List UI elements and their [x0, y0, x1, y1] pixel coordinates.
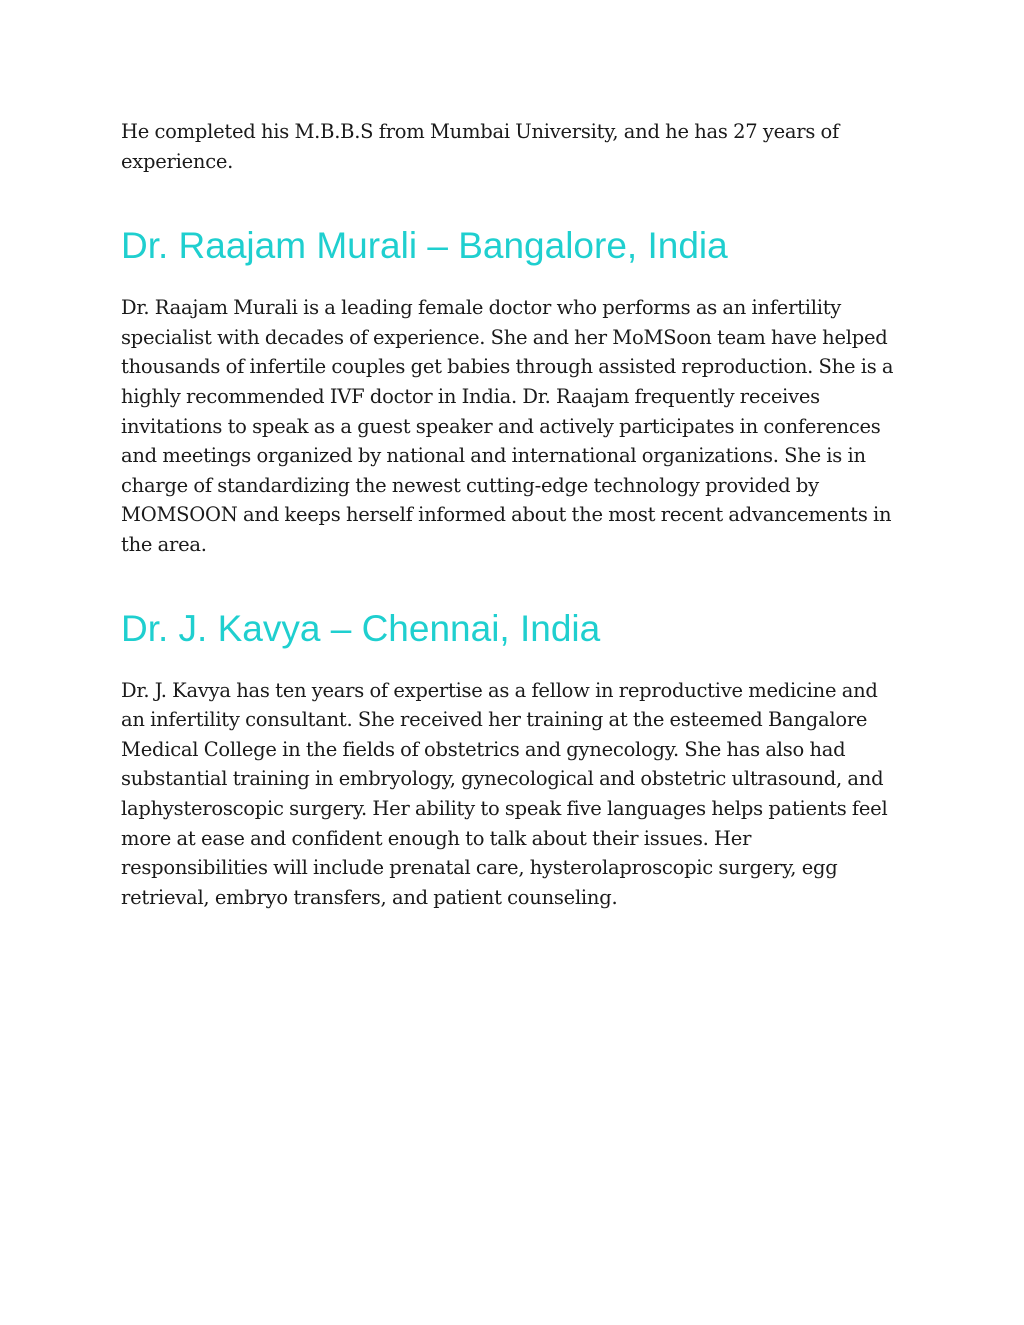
section-body-j-kavya: Dr. J. Kavya has ten years of expertise as a fellow in reproductive medicine and an infertility consultant. She received her training at the esteemed Bangalore Medical College in the fields of obstetrics and gynecology. She has also had substantial training in embryology, gynecological and obstetric ultrasound, and laphysteroscopic surgery. Her ability to speak five languages helps patients feel more at ease and confident enough to talk about their issues. Her responsibilities will include prenatal care, hysterolaproscopic surgery, egg retrieval, embryo transfers, and patient counseling.: [121, 678, 888, 909]
document-page: [121, 117, 901, 912]
section-body-raajam-murali: Dr. Raajam Murali is a leading female doctor who performs as an infertility specialist with decades of experience. She and her MoMSoon team have helped thousands of infertile couples get babies through assisted reproduction. She is a highly recommended IVF doctor in India. Dr. Raajam frequently receives invitations to speak as a guest speaker and actively participates in conferences and meetings organized by national and international organizations. She is in charge of standardizing the newest cutting-edge technology provided by MOMSOON and keeps herself informed about the most recent advancements in the area.: [121, 296, 894, 556]
section-heading-j-kavya: Dr. J. Kavya – Chennai, India: [121, 607, 601, 649]
intro-paragraph: He completed his M.B.B.S from Mumbai University, and he has 27 years of experience.: [121, 120, 840, 173]
section-heading-raajam-murali: Dr. Raajam Murali – Bangalore, India: [121, 225, 728, 267]
